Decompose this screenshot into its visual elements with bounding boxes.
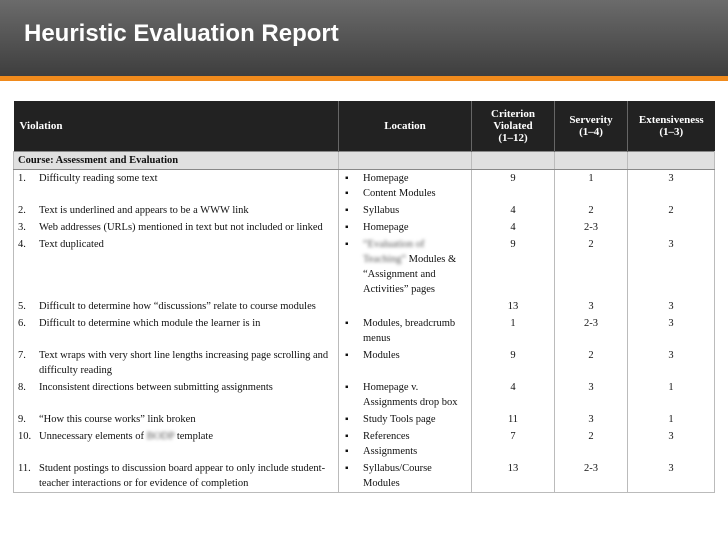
location-text: Syllabus [363, 204, 400, 216]
violation-text-part: Unnecessary elements of [39, 430, 147, 442]
location-item [343, 444, 467, 459]
location-cell [339, 379, 472, 411]
criterion-cell: 9 [472, 347, 555, 379]
severity-cell: 2 [555, 347, 628, 379]
location-cell [339, 169, 472, 202]
violation-text: Web addresses (URLs) mentioned in text but not included or linked [39, 221, 323, 233]
severity-cell: 2-3 [555, 460, 628, 493]
location-text: Homepage [363, 172, 409, 184]
severity-cell: 2 [555, 428, 628, 460]
table-body [14, 151, 715, 492]
extensiveness-cell: 3 [628, 315, 715, 347]
criterion-cell: 1 [472, 315, 555, 347]
violation-text: Inconsistent directions between submitting assignments [39, 381, 273, 393]
violation-cell [14, 219, 339, 236]
violation-number: 9. [18, 413, 26, 425]
location-item [343, 412, 467, 427]
slide-header [0, 0, 728, 76]
location-cell [339, 411, 472, 428]
table-row [14, 236, 715, 298]
criterion-cell: 7 [472, 428, 555, 460]
section-cell-empty [555, 151, 628, 169]
header-criterion-line1: Criterion [491, 107, 535, 120]
header-criterion-line2: Violated [493, 119, 533, 132]
location-list [343, 316, 467, 346]
section-cell-empty [339, 151, 472, 169]
extensiveness-cell: 2 [628, 202, 715, 219]
location-item [343, 380, 467, 410]
accent-bar [0, 76, 728, 81]
location-item [343, 429, 467, 444]
location-text: Syllabus/Course Modules [363, 462, 432, 489]
violation-number: 6. [18, 317, 26, 329]
severity-cell: 1 [555, 169, 628, 202]
table-header-row [14, 101, 715, 151]
location-item [343, 348, 467, 363]
violation-number: 3. [18, 221, 26, 233]
table-row [14, 379, 715, 411]
location-list [343, 348, 467, 363]
section-cell-empty [628, 151, 715, 169]
violation-number: 8. [18, 381, 26, 393]
location-text: Homepage [363, 221, 409, 233]
criterion-cell: 13 [472, 298, 555, 315]
criterion-cell: 4 [472, 219, 555, 236]
table-row [14, 202, 715, 219]
location-item [343, 186, 467, 201]
violation-cell [14, 347, 339, 379]
violation-cell [14, 298, 339, 315]
extensiveness-cell: 1 [628, 379, 715, 411]
location-text: Modules & “Assignment and Activities” pages [363, 253, 457, 295]
extensiveness-cell: 3 [628, 428, 715, 460]
location-text: Assignments [363, 445, 418, 457]
violation-cell [14, 236, 339, 298]
location-cell [339, 236, 472, 298]
location-text: Modules, breadcrumb menus [363, 317, 456, 344]
location-list [343, 237, 467, 297]
location-cell [339, 460, 472, 493]
page-title: Heuristic Evaluation Report [24, 20, 339, 47]
location-cell [339, 219, 472, 236]
location-item [343, 220, 467, 235]
location-list [343, 429, 467, 459]
criterion-cell: 4 [472, 379, 555, 411]
extensiveness-cell: 3 [628, 236, 715, 298]
extensiveness-cell: 3 [628, 169, 715, 202]
violation-number: 1. [18, 172, 26, 184]
location-item [343, 203, 467, 218]
location-item [343, 461, 467, 491]
criterion-cell: 9 [472, 169, 555, 202]
violation-text: Text is underlined and appears to be a WWW link [39, 204, 249, 216]
severity-cell: 2 [555, 236, 628, 298]
location-item [343, 237, 467, 297]
table-row [14, 460, 715, 493]
table-row [14, 411, 715, 428]
violation-text: Student postings to discussion board appear to only include student-teacher interactions or for evidence of completion [39, 462, 326, 489]
location-list [343, 412, 467, 427]
violation-cell [14, 315, 339, 347]
violation-cell [14, 428, 339, 460]
extensiveness-cell [628, 219, 715, 236]
location-cell [339, 347, 472, 379]
extensiveness-cell: 3 [628, 347, 715, 379]
header-extensiveness [628, 101, 715, 151]
violation-number: 4. [18, 238, 26, 250]
header-criterion [472, 101, 555, 151]
location-list [343, 220, 467, 235]
location-text: Modules [363, 349, 400, 361]
header-criterion-line3: (1–12) [498, 131, 528, 144]
violation-text: “How this course works” link broken [39, 413, 196, 425]
location-item [343, 316, 467, 346]
violation-cell [14, 202, 339, 219]
violation-text: Difficult to determine how “discussions” relate to course modules [39, 300, 316, 312]
location-list [343, 380, 467, 410]
header-severity-line1: Serverity [569, 113, 613, 126]
table-row [14, 428, 715, 460]
criterion-cell: 9 [472, 236, 555, 298]
location-list [343, 203, 467, 218]
severity-cell: 3 [555, 411, 628, 428]
table-row [14, 169, 715, 202]
table-row [14, 315, 715, 347]
violation-cell [14, 460, 339, 493]
severity-cell: 2-3 [555, 315, 628, 347]
extensiveness-cell: 1 [628, 411, 715, 428]
section-cell-empty [472, 151, 555, 169]
header-severity-line2: (1–4) [579, 125, 603, 138]
location-text: Homepage v. Assignments drop box [363, 381, 458, 408]
severity-cell: 2 [555, 202, 628, 219]
criterion-cell: 13 [472, 460, 555, 493]
evaluation-table [13, 101, 715, 493]
section-row [14, 151, 715, 169]
header-severity [555, 101, 628, 151]
violation-number: 10. [18, 430, 32, 442]
severity-cell: 2-3 [555, 219, 628, 236]
location-cell [339, 315, 472, 347]
header-violation: Violation [14, 101, 339, 151]
location-cell [339, 202, 472, 219]
location-item [343, 171, 467, 186]
violation-number: 2. [18, 204, 26, 216]
location-text: Content Modules [363, 187, 436, 199]
violation-text [39, 429, 332, 444]
criterion-cell: 11 [472, 411, 555, 428]
table-row [14, 219, 715, 236]
header-extensiveness-line2: (1–3) [659, 125, 684, 138]
severity-cell: 3 [555, 379, 628, 411]
violation-number: 11. [18, 462, 31, 474]
location-text: Study Tools page [363, 413, 436, 425]
violation-text: Difficulty reading some text [39, 172, 158, 184]
location-cell [339, 298, 472, 315]
location-text: References [363, 430, 410, 442]
severity-cell: 3 [555, 298, 628, 315]
header-location: Location [339, 101, 472, 151]
violation-number: 7. [18, 349, 26, 361]
violation-cell [14, 379, 339, 411]
criterion-cell: 4 [472, 202, 555, 219]
violation-text: Difficult to determine which module the learner is in [39, 317, 261, 329]
redacted-text: “Evaluation of Teaching” [363, 238, 425, 265]
violation-text-part: template [174, 430, 213, 442]
table-row [14, 298, 715, 315]
violation-cell [14, 169, 339, 202]
location-list [343, 461, 467, 491]
violation-cell [14, 411, 339, 428]
location-cell [339, 428, 472, 460]
section-label: Course: Assessment and Evaluation [14, 151, 339, 169]
violation-text: Text wraps with very short line lengths increasing page scrolling and difficulty reading [39, 349, 329, 376]
violation-number: 5. [18, 300, 26, 312]
extensiveness-cell: 3 [628, 460, 715, 493]
table-row [14, 347, 715, 379]
location-list [343, 171, 467, 201]
header-extensiveness-line1: Extensiveness [638, 113, 704, 126]
extensiveness-cell: 3 [628, 298, 715, 315]
violation-text: Text duplicated [39, 238, 104, 250]
redacted-text: BODP [146, 430, 175, 442]
